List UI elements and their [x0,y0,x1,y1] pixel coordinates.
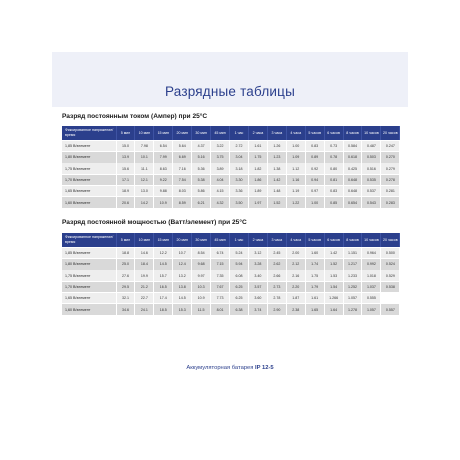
table-row [62,197,400,208]
value-cell: 1.09 [286,152,305,163]
row-label-cell: 1,70 В/элемент [62,175,116,186]
value-cell: 15.3 [173,304,192,315]
value-cell: 34.6 [116,304,135,315]
value-cell: 17.4 [154,293,173,304]
value-cell: 3.60 [248,293,267,304]
table-row [62,304,400,315]
row-label-cell: 1,80 В/элемент [62,259,116,270]
value-cell: 1.75 [305,270,324,281]
value-cell: 1.38 [267,163,286,174]
value-cell: 3.28 [248,259,267,270]
value-cell: 0.80 [324,163,343,174]
footer-caption [52,365,408,371]
header-cell-duration: 15 мин [154,126,173,140]
value-cell: 1.16 [286,175,305,186]
value-cell: 1.89 [248,186,267,197]
header-cell-duration: 8 часов [343,233,362,247]
value-cell: 0.516 [362,163,381,174]
value-cell: 16.5 [154,282,173,293]
value-cell: 3.36 [230,186,249,197]
value-cell: 1.74 [305,259,324,270]
value-cell: 3.40 [248,270,267,281]
value-cell: 0.281 [381,186,400,197]
value-cell: 1.018 [362,270,381,281]
table-row [62,163,400,174]
value-cell: 8.01 [211,304,230,315]
value-cell: 0.524 [381,259,400,270]
value-cell: 4.37 [192,141,211,152]
value-cell: 9.22 [154,175,173,186]
table2-title: Разряд постоянной мощностью (Ватт/элемент) при 25°C [62,219,247,226]
value-cell: 0.500 [381,248,400,259]
value-cell: 0.529 [381,270,400,281]
table-row [62,175,400,186]
value-cell: 6.38 [230,304,249,315]
value-cell: 14.2 [135,197,154,208]
header-cell-duration: 3 часа [267,126,286,140]
value-cell: 5.94 [230,259,249,270]
value-cell: 2.72 [230,141,249,152]
value-cell: 1.266 [324,293,343,304]
header-cell-duration: 10 мин [135,233,154,247]
value-cell: 0.94 [305,175,324,186]
value-cell: 1.87 [286,293,305,304]
value-cell: 1.52 [267,197,286,208]
value-cell: 2.38 [286,304,305,315]
header-cell-duration: 45 мин [211,233,230,247]
row-label-cell: 1,65 В/элемент [62,293,116,304]
value-cell: 1.52 [324,259,343,270]
value-cell: 2.16 [286,270,305,281]
value-cell: 5.24 [230,248,249,259]
table-row [62,141,400,152]
value-cell: 8.63 [154,163,173,174]
value-cell: 1.23 [267,152,286,163]
value-cell: 0.555 [362,293,381,304]
value-cell: 7.98 [135,141,154,152]
value-cell: 1.65 [305,304,324,315]
value-cell: 29.5 [116,282,135,293]
value-cell: 19.9 [135,270,154,281]
header-cell-duration: 6 часов [324,233,343,247]
header-cell-duration: 20 часов [381,233,400,247]
value-cell: 1.97 [248,197,267,208]
value-cell: 6.25 [230,282,249,293]
value-cell: 0.247 [381,141,400,152]
value-cell: 3.74 [248,304,267,315]
value-cell: 15.7 [154,270,173,281]
header-cell-duration: 4 часа [286,126,305,140]
table-row [62,259,400,270]
value-cell: 17.1 [116,175,135,186]
value-cell: 5.36 [192,163,211,174]
value-cell: 2.78 [267,293,286,304]
value-cell: 18.8 [116,248,135,259]
value-cell: 1.61 [248,141,267,152]
value-cell: 1.00 [305,197,324,208]
table-row [62,282,400,293]
value-cell: 1.82 [248,163,267,174]
value-cell: 0.278 [381,175,400,186]
value-cell: 5.64 [173,141,192,152]
value-cell: 0.538 [381,282,400,293]
value-cell: 0.73 [324,141,343,152]
table-header-row [62,233,400,247]
value-cell: 2.62 [267,259,286,270]
table-header-row [62,126,400,140]
value-cell: 3.75 [211,152,230,163]
value-cell: 9.68 [192,259,211,270]
value-cell: 13.8 [173,282,192,293]
value-cell: 3.30 [230,175,249,186]
value-cell: 8.54 [192,248,211,259]
value-cell: 7.73 [211,293,230,304]
value-cell: 1.60 [305,248,324,259]
value-cell: 1.54 [324,282,343,293]
value-cell: 1.75 [248,152,267,163]
value-cell: 6.25 [230,293,249,304]
value-cell: 8.59 [173,197,192,208]
value-cell: 3.89 [211,163,230,174]
value-cell: 0.543 [362,197,381,208]
footer-model: IP 12-5 [255,365,274,371]
header-cell-duration: 5 часов [305,126,324,140]
value-cell: 7.16 [173,163,192,174]
value-cell: 2.00 [286,248,305,259]
value-cell: 1.037 [362,282,381,293]
value-cell: 0.648 [343,186,362,197]
value-cell: 1.42 [324,248,343,259]
header-cell-duration: 2 часа [248,126,267,140]
constant-current-table [62,126,400,208]
value-cell: 2.12 [286,259,305,270]
value-cell: 0.283 [381,197,400,208]
value-cell: 1.79 [305,282,324,293]
value-cell: 1.12 [286,163,305,174]
value-cell: 3.57 [248,282,267,293]
header-cell-duration: 10 часов [362,126,381,140]
title-banner [52,52,408,107]
value-cell: 1.252 [343,282,362,293]
table-row [62,152,400,163]
table1-title: Разряд постоянным током (Ампер) при 25°C [62,113,208,120]
value-cell: 1.233 [343,270,362,281]
value-cell: 1.057 [343,293,362,304]
value-cell: 6.21 [192,197,211,208]
header-cell-duration: 30 мин [192,233,211,247]
value-cell: 2.45 [267,248,286,259]
value-cell: 14.5 [154,259,173,270]
header-cell-duration: 2 часа [248,233,267,247]
value-cell: 2.66 [267,270,286,281]
value-cell: 14.5 [173,293,192,304]
value-cell: 10.7 [173,248,192,259]
value-cell: 0.83 [324,186,343,197]
value-cell: 6.74 [211,248,230,259]
value-cell: 7.15 [211,259,230,270]
row-label-cell: 1,75 В/элемент [62,163,116,174]
value-cell: 6.54 [154,141,173,152]
header-cell-duration: 8 часов [343,126,362,140]
header-cell-duration: 10 часов [362,233,381,247]
value-cell: 5.86 [192,186,211,197]
header-cell-duration: 20 мин [173,233,192,247]
value-cell: 1.19 [286,186,305,197]
value-cell: 7.99 [154,152,173,163]
value-cell: 27.6 [116,270,135,281]
table-row [62,248,400,259]
value-cell: 0.648 [343,175,362,186]
value-cell: 7.35 [211,270,230,281]
value-cell: 0.78 [324,152,343,163]
value-cell: 32.1 [116,293,135,304]
value-cell: 11.5 [192,304,211,315]
value-cell: 3.18 [230,163,249,174]
value-cell: 0.557 [381,304,400,315]
header-cell-duration: 1 час [230,233,249,247]
value-cell: 13.9 [116,152,135,163]
header-cell-duration: 20 часов [381,126,400,140]
value-cell: 1.42 [267,175,286,186]
value-cell: 3.22 [211,141,230,152]
value-cell: 6.69 [173,152,192,163]
value-cell: 18.9 [116,186,135,197]
value-cell: 18.5 [154,304,173,315]
value-cell: 0.85 [324,197,343,208]
value-cell: 2.90 [267,304,286,315]
row-label-cell: 1,70 В/элемент [62,282,116,293]
value-cell: 0.81 [324,175,343,186]
header-cell-duration: 6 часов [324,126,343,140]
row-label-cell: 1,80 В/элемент [62,152,116,163]
row-label-cell: 1,75 В/элемент [62,270,116,281]
value-cell: 7.54 [173,175,192,186]
value-cell: 25.0 [116,259,135,270]
page-title: Разрядные таблицы [165,84,295,99]
value-cell: 0.992 [362,259,381,270]
header-cell-duration: 5 мин [116,126,135,140]
value-cell: 2.20 [286,282,305,293]
header-cell-duration: 10 мин [135,126,154,140]
header-cell-duration: 45 мин [211,126,230,140]
value-cell: 4.15 [211,186,230,197]
header-cell-duration: 30 мин [192,126,211,140]
datasheet-page [52,52,408,408]
value-cell: 0.964 [362,248,381,259]
value-cell: 15.0 [116,141,135,152]
header-cell-duration: 15 мин [154,233,173,247]
value-cell: 13.2 [173,270,192,281]
header-cell-duration: 1 час [230,126,249,140]
header-cell-voltage-time: Фиксированное напряжение/время [62,233,116,247]
value-cell: 1.057 [362,304,381,315]
value-cell: 1.217 [343,259,362,270]
header-cell-duration: 3 часа [267,233,286,247]
value-cell: 0.89 [305,152,324,163]
value-cell: 1.64 [324,304,343,315]
value-cell: 22.7 [135,293,154,304]
header-cell-duration: 5 часов [305,233,324,247]
value-cell: 0.270 [381,152,400,163]
value-cell: 14.6 [135,248,154,259]
table-row [62,270,400,281]
header-cell-duration: 5 мин [116,233,135,247]
value-cell: 9.97 [192,270,211,281]
value-cell: 4.32 [211,197,230,208]
value-cell: 0.83 [305,141,324,152]
value-cell: 3.04 [230,152,249,163]
value-cell: 0.537 [362,186,381,197]
value-cell: 1.151 [343,248,362,259]
value-cell: 1.22 [286,197,305,208]
value-cell: 7.67 [211,282,230,293]
constant-power-table [62,233,400,315]
value-cell: 6.08 [230,270,249,281]
value-cell: 0.535 [362,175,381,186]
row-label-cell: 1,65 В/элемент [62,186,116,197]
header-cell-voltage-time: Фиксированное напряжение/время [62,126,116,140]
value-cell: 1.48 [267,186,286,197]
value-cell: 5.16 [192,152,211,163]
value-cell: 21.2 [135,282,154,293]
value-cell: 0.97 [305,186,324,197]
value-cell: 1.26 [267,141,286,152]
value-cell: 18.4 [135,259,154,270]
value-cell: 3.50 [230,197,249,208]
value-cell: 1.53 [324,270,343,281]
value-cell: 24.1 [135,304,154,315]
header-cell-duration: 20 мин [173,126,192,140]
value-cell: 9.88 [154,186,173,197]
row-label-cell: 1,60 В/элемент [62,304,116,315]
value-cell: 1.61 [305,293,324,304]
value-cell: 8.03 [173,186,192,197]
value-cell: 3.12 [248,248,267,259]
value-cell: 12.1 [135,175,154,186]
value-cell: 10.9 [192,293,211,304]
value-cell: 15.6 [116,163,135,174]
table-row [62,186,400,197]
value-cell: 11.1 [135,163,154,174]
row-label-cell: 1,85 В/элемент [62,248,116,259]
value-cell: 0.584 [343,141,362,152]
value-cell: 1.278 [343,304,362,315]
value-cell: 5.38 [192,175,211,186]
value-cell: 0.618 [343,152,362,163]
table-row [62,293,400,304]
value-cell: 10.3 [192,282,211,293]
value-cell: 4.04 [211,175,230,186]
value-cell: 20.6 [116,197,135,208]
row-label-cell: 1,85 В/элемент [62,141,116,152]
value-cell: 12.4 [173,259,192,270]
value-cell: 10.9 [154,197,173,208]
value-cell: 1.00 [286,141,305,152]
value-cell: 0.279 [381,163,400,174]
value-cell: 1.86 [248,175,267,186]
value-cell: 0.92 [305,163,324,174]
value-cell: 0.654 [343,197,362,208]
value-cell: 0.487 [362,141,381,152]
value-cell: 12.2 [154,248,173,259]
header-cell-duration: 4 часа [286,233,305,247]
value-cell: 10.1 [135,152,154,163]
footer-text: Аккумуляторная батарея [186,365,256,371]
row-label-cell: 1,60 В/элемент [62,197,116,208]
value-cell: 0.425 [343,163,362,174]
value-cell: 2.73 [267,282,286,293]
value-cell: 13.0 [135,186,154,197]
value-cell: 0.503 [362,152,381,163]
